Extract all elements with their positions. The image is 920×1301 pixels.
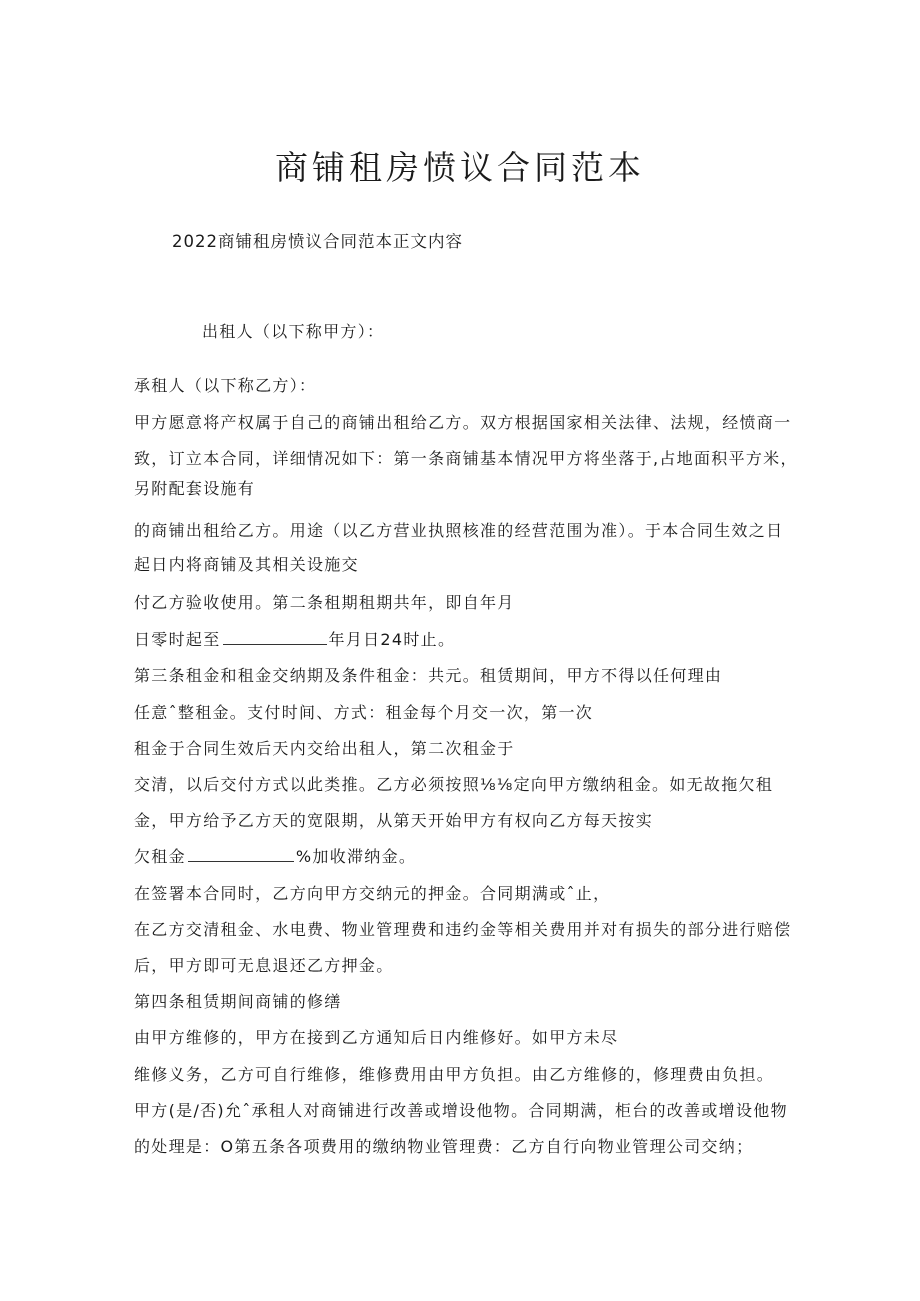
paragraph-line: 甲方愿意将产权属于自己的商铺出租给乙方。双方根据国家相关法律、法规，经愤商一 xyxy=(134,413,792,432)
paragraph-line: 致，订立本合同，详细情况如下：第一条商铺基本情况甲方将坐落于,占地面积平方米， xyxy=(134,449,798,468)
late-fee-line xyxy=(134,846,416,868)
paragraph-line: 在签署本合同时，乙方向甲方交纳元的押金。合同期满或ˆ止， xyxy=(134,884,611,903)
lessor-line: 出租人（以下称甲方）： xyxy=(202,322,385,341)
paragraph-line: 的商铺出租给乙方。用途（以乙方营业执照核准的经营范围为准）。于本合同生效之日 xyxy=(134,521,784,540)
paragraph-line: 由甲方维修的，甲方在接到乙方通知后日内维修好。如甲方未尽 xyxy=(134,1028,619,1047)
paragraph-line: 付乙方验收使用。第二条租期租期共年，即自年月 xyxy=(134,593,515,612)
paragraph-line: 第三条租金和租金交纳期及条件租金：共元。租赁期间，甲方不得以任何理由 xyxy=(134,666,723,685)
paragraph-line: 任意ˆ整租金。支付时间、方式：租金每个月交一次，第一次 xyxy=(134,703,594,722)
term-end-text-before: 日零时起至 xyxy=(134,630,221,649)
paragraph-line: 维修义务，乙方可自行维修，维修费用由甲方负担。由乙方维修的，修理费由负担。 xyxy=(134,1065,775,1084)
document-subtitle: 2022商铺租房愤议合同范本正文内容 xyxy=(172,232,463,251)
section-heading: 第四条租赁期间商铺的修缮 xyxy=(134,992,342,1011)
late-fee-blank xyxy=(188,847,294,862)
paragraph-line: 金，甲方给予乙方天的宽限期，从第天开始甲方有权向乙方每天按实 xyxy=(134,811,654,830)
paragraph-line: 交清，以后交付方式以此类推。乙方必须按照⅛⅛定向甲方缴纳租金。如无故拖欠租 xyxy=(134,775,774,794)
lessee-line: 承租人（以下称乙方）： xyxy=(134,376,317,395)
document-title: 商铺租房愤议合同范本 xyxy=(275,148,645,187)
term-end-text-after: 年月日24时止。 xyxy=(328,630,456,649)
paragraph-line: 的处理是：O第五条各项费用的缴纳物业管理费：乙方自行向物业管理公司交纳； xyxy=(134,1137,754,1156)
paragraph-line: 后，甲方即可无息退还乙方押金。 xyxy=(134,956,394,975)
paragraph-line: 起日内将商铺及其相关设施交 xyxy=(134,555,359,574)
term-end-blank xyxy=(223,630,327,645)
paragraph-line: 租金于合同生效后天内交给出租人，第二次租金于 xyxy=(134,739,515,758)
late-fee-text-before: 欠租金 xyxy=(134,847,186,866)
paragraph-line: 在乙方交清租金、水电费、物业管理费和违约金等相关费用并对有损失的部分进行赔偿 xyxy=(134,920,792,939)
paragraph-line: 另附配套设施有 xyxy=(134,479,256,498)
term-end-line xyxy=(134,629,455,651)
paragraph-line: 甲方(是/否)允ˆ承租人对商铺进行改善或增设他物。合同期满，柜台的改善或增设他物 xyxy=(134,1101,788,1120)
late-fee-text-after: %加收滞纳金。 xyxy=(295,847,417,866)
